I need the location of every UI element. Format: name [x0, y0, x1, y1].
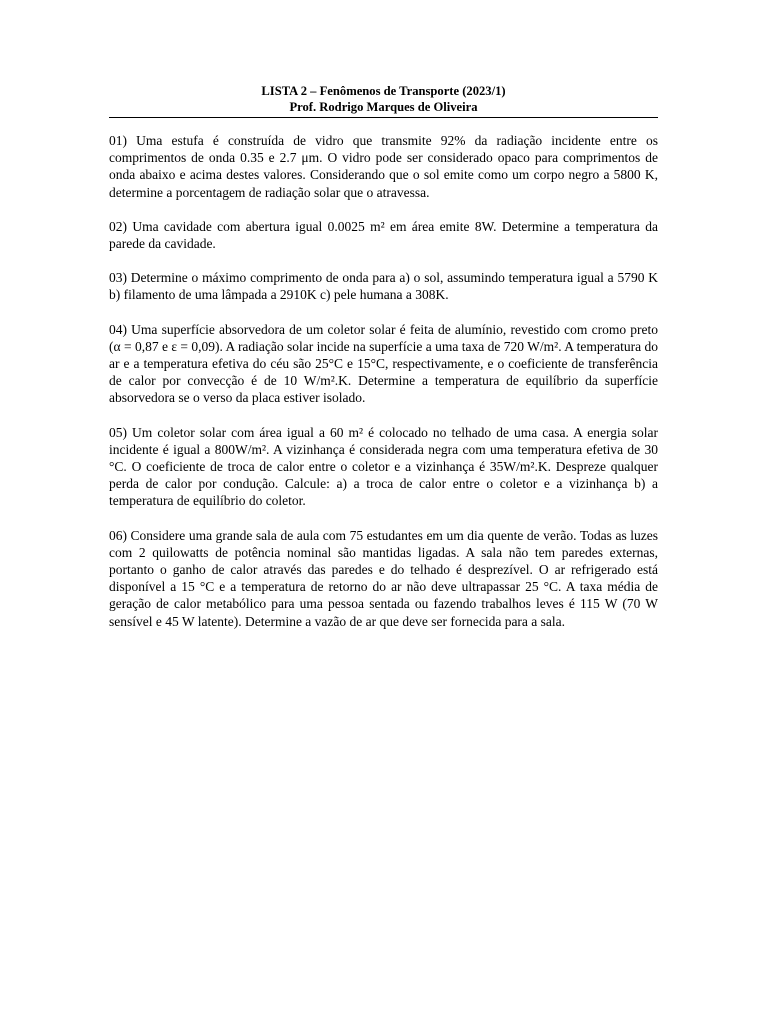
- question-02: 02) Uma cavidade com abertura igual 0.0025 m² em área emite 8W. Determine a temperatura da parede da cavidade.: [109, 218, 658, 252]
- document-page: [109, 83, 658, 630]
- list-title: LISTA 2 – Fenômenos de Transporte (2023/1): [261, 84, 506, 98]
- document-header: [109, 83, 658, 118]
- professor-name: Prof. Rodrigo Marques de Oliveira: [289, 100, 478, 114]
- question-05: 05) Um coletor solar com área igual a 60 m² é colocado no telhado de uma casa. A energia solar incidente é igual a 800W/m². A vizinhança é considerada negra com uma temperatura efetiva de 30 °C. O coeficiente de troca de calor entre o coletor e a vizinhança é 35W/m².K. Despreze qualquer perda de calor por condução. Calcule: a) a troca de calor entre o coletor e a vizinhança b) a temperatura de equilíbrio do coletor.: [109, 424, 658, 509]
- question-01: 01) Uma estufa é construída de vidro que transmite 92% da radiação incidente entre os comprimentos de onda 0.35 e 2.7 μm. O vidro pode ser considerado opaco para comprimentos de onda abaixo e acima destes valores. Considerando que o sol emite como um corpo negro a 5800 K, determine a porcentagem de radiação solar que o atravessa.: [109, 133, 658, 200]
- question-04: 04) Uma superfície absorvedora de um coletor solar é feita de alumínio, revestido com cromo preto (α = 0,87 e ε = 0,09). A radiação solar incide na superfície a uma taxa de 720 W/m². A temperatura do ar e a temperatura efetiva do céu são 25°C e 15°C, respectivamente, e o coeficiente de transferência de calor por convecção é de 10 W/m².K. Determine a temperatura de equilíbrio da superfície absorvedora se o verso da placa estiver isolado.: [109, 321, 658, 406]
- question-03: 03) Determine o máximo comprimento de onda para a) o sol, assumindo temperatura igual a 5790 K b) filamento de uma lâmpada a 2910K c) pele humana a 308K.: [109, 270, 658, 303]
- question-06: 06) Considere uma grande sala de aula com 75 estudantes em um dia quente de verão. Todas as luzes com 2 quilowatts de potência nominal são mantidas ligadas. A sala não tem paredes externas, portanto o ganho de calor através das paredes e do telhado é desprezível. O ar refrigerado está disponível a 15 °C e a temperatura de retorno do ar não deve ultrapassar 25 °C. A taxa média de geração de calor metabólico para uma pessoa sentada ou fazendo trabalhos leves é 115 W (70 W sensível e 45 W latente). Determine a vazão de ar que deve ser fornecida para a sala.: [109, 527, 658, 629]
